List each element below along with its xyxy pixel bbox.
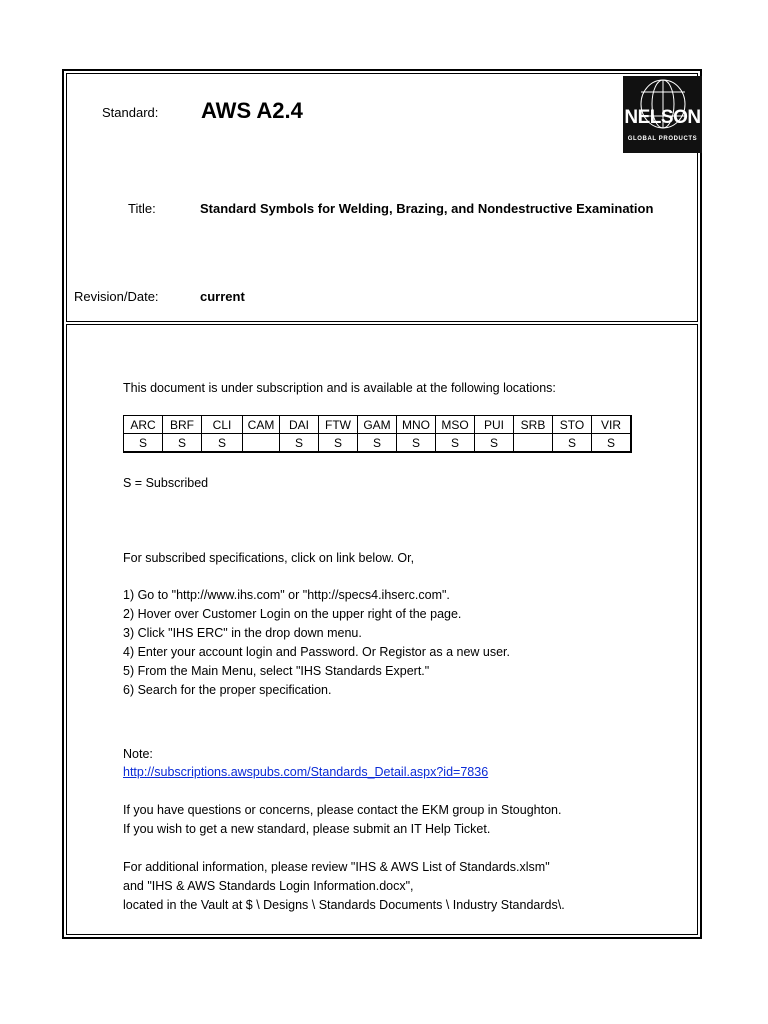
- step-2: 2) Hover over Customer Login on the upper right of the page.: [123, 607, 462, 621]
- location-status-cell: [243, 434, 280, 453]
- location-code-cell: FTW: [319, 416, 358, 434]
- location-code-cell: PUI: [475, 416, 514, 434]
- logo-tagline: GLOBAL PRODUCTS: [627, 136, 698, 142]
- document-frame: [62, 69, 702, 939]
- location-code-cell: MSO: [436, 416, 475, 434]
- location-status-cell: [514, 434, 553, 453]
- title-value: Standard Symbols for Welding, Brazing, and Nondestructive Examination: [200, 201, 654, 216]
- location-code-cell: STO: [553, 416, 592, 434]
- location-status-cell: S: [124, 434, 163, 453]
- additional-line-2: and "IHS & AWS Standards Login Information.docx",: [123, 879, 414, 893]
- location-status-cell: S: [553, 434, 592, 453]
- location-code-cell: VIR: [592, 416, 632, 434]
- legend-text: S = Subscribed: [123, 476, 209, 490]
- location-status-cell: S: [358, 434, 397, 453]
- location-code-cell: DAI: [280, 416, 319, 434]
- nelson-logo: [623, 76, 702, 153]
- location-code-cell: CAM: [243, 416, 280, 434]
- location-status-cell: S: [475, 434, 514, 453]
- location-codes-row: [124, 416, 632, 434]
- content-section: [66, 324, 698, 935]
- note-link-wrapper: [123, 765, 488, 779]
- additional-line-1: For additional information, please review "IHS & AWS List of Standards.xlsm": [123, 860, 550, 874]
- location-status-cell: S: [163, 434, 202, 453]
- intro-text: This document is under subscription and is available at the following locations:: [123, 381, 556, 395]
- step-3: 3) Click "IHS ERC" in the drop down menu.: [123, 626, 362, 640]
- location-code-cell: MNO: [397, 416, 436, 434]
- contact-line-2: If you wish to get a new standard, please submit an IT Help Ticket.: [123, 822, 491, 836]
- instructions-intro: For subscribed specifications, click on link below. Or,: [123, 551, 415, 565]
- step-1: 1) Go to "http://www.ihs.com" or "http://specs4.ihserc.com".: [123, 588, 450, 602]
- location-status-cell: S: [202, 434, 243, 453]
- contact-line-1: If you have questions or concerns, please contact the EKM group in Stoughton.: [123, 803, 562, 817]
- additional-line-3: located in the Vault at $ \ Designs \ Standards Documents \ Industry Standards\.: [123, 898, 565, 912]
- location-code-cell: ARC: [124, 416, 163, 434]
- revision-label: Revision/Date:: [74, 289, 159, 304]
- title-label: Title:: [128, 201, 156, 216]
- location-status-cell: S: [319, 434, 358, 453]
- standard-value: AWS A2.4: [201, 98, 303, 123]
- revision-value: current: [200, 289, 245, 304]
- note-label: Note:: [123, 747, 153, 761]
- location-code-cell: BRF: [163, 416, 202, 434]
- location-status-cell: S: [592, 434, 632, 453]
- step-4: 4) Enter your account login and Password. Or Registor as a new user.: [123, 645, 510, 659]
- location-code-cell: CLI: [202, 416, 243, 434]
- header-section: [66, 73, 701, 322]
- standards-detail-link[interactable]: http://subscriptions.awspubs.com/Standards_Detail.aspx?id=7836: [123, 765, 489, 779]
- location-code-cell: SRB: [514, 416, 553, 434]
- location-code-cell: GAM: [358, 416, 397, 434]
- locations-table: [123, 415, 632, 453]
- location-status-row: [124, 434, 632, 453]
- location-status-cell: S: [280, 434, 319, 453]
- step-6: 6) Search for the proper specification.: [123, 683, 332, 697]
- location-status-cell: S: [397, 434, 436, 453]
- location-status-cell: S: [436, 434, 475, 453]
- logo-wordmark: NELSON: [624, 107, 701, 128]
- step-5: 5) From the Main Menu, select "IHS Standards Expert.": [123, 664, 430, 678]
- standard-label: Standard:: [102, 105, 159, 120]
